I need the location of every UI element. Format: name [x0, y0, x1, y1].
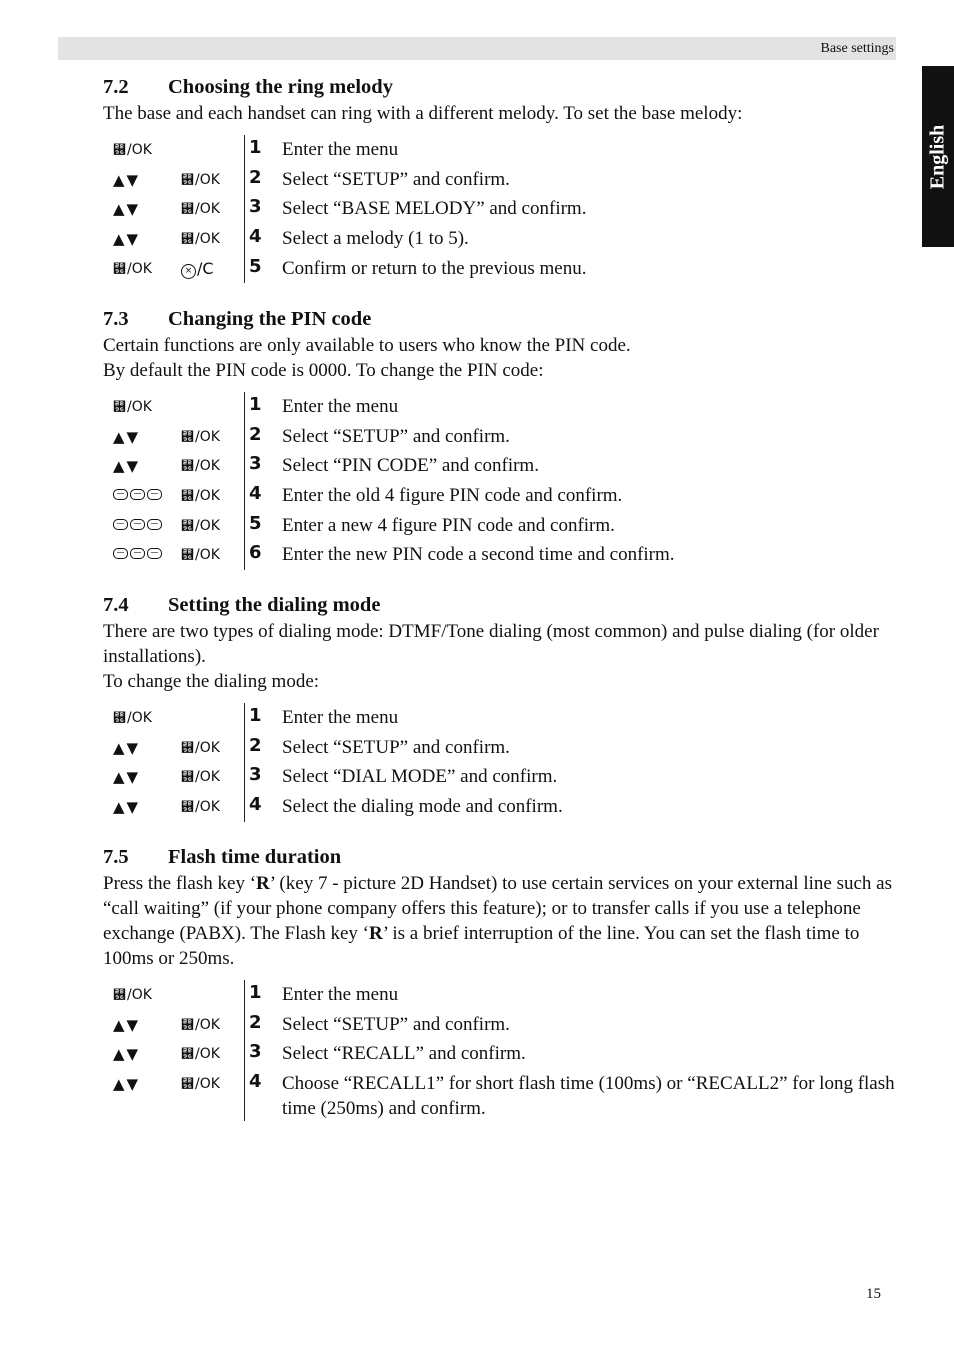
ok-key-label: /OK — [195, 547, 220, 564]
digit-keys-icon — [113, 548, 162, 559]
section-paragraph: Press the flash key ‘R’ (key 7 - picture 2D Handset) to use certain services on your external line such as “call waiting” (if your phone company offers this feature); or to transfer calls if you use a telephone exchange (PABX). The Flash key ‘R’ is a brief interruption of the line. You can set the flash time to 100ms or 250ms. — [103, 873, 892, 969]
section-paragraph: Certain functions are only available to users who know the PIN code. — [103, 335, 631, 356]
step-number: 2 — [249, 734, 262, 756]
step-text: Enter a new 4 figure PIN code and confirm. — [282, 514, 615, 536]
menu-ok-icon: ⮖ — [113, 988, 126, 1003]
menu-ok-icon: ⮖ — [181, 518, 194, 534]
menu-ok-icon: ⮖ — [181, 202, 194, 218]
cancel-key-label: /C — [197, 258, 214, 278]
menu-ok-icon: ⮖ — [181, 172, 194, 188]
ok-key-label: /OK — [127, 260, 152, 277]
section-flash-time — [103, 843, 895, 1121]
running-header — [58, 37, 896, 60]
step-keys — [103, 138, 243, 162]
section-heading — [103, 73, 895, 101]
step-list — [103, 135, 895, 283]
step-number: 3 — [249, 1041, 262, 1063]
up-down-arrow-icon: ▲▼ — [113, 1045, 141, 1064]
ok-key-label: /OK — [127, 142, 152, 158]
key-slot — [113, 257, 152, 281]
keypad-key-icon — [113, 548, 128, 559]
step-row — [103, 1039, 895, 1069]
section-ring-melody — [103, 73, 895, 283]
up-down-arrow-icon: ▲▼ — [113, 457, 141, 476]
key-slot — [113, 706, 152, 730]
section-paragraph: To change the dialing mode: — [103, 671, 320, 692]
key-slot — [113, 484, 162, 508]
key-slot — [113, 514, 162, 538]
key-slot — [113, 736, 140, 760]
step-text: Select a melody (1 to 5). — [282, 228, 469, 250]
key-slot — [113, 425, 140, 449]
up-down-arrow-icon: ▲▼ — [113, 738, 141, 757]
key-slot — [181, 1042, 220, 1066]
section-title: Choosing the ring melody — [168, 76, 393, 98]
step-row — [103, 540, 895, 570]
ok-key — [181, 1046, 220, 1062]
key-slot — [113, 227, 140, 251]
key-slot — [113, 1072, 140, 1096]
ok-key-label: /OK — [195, 458, 220, 475]
step-number: 5 — [249, 255, 262, 277]
step-number: 4 — [249, 483, 262, 505]
key-slot — [181, 257, 214, 281]
step-text: Select the dialing mode and confirm. — [282, 796, 563, 818]
step-text: Enter the menu — [282, 139, 399, 160]
ok-key — [181, 1017, 220, 1033]
step-keys — [103, 425, 243, 449]
step-keys — [103, 983, 243, 1007]
key-slot — [181, 765, 220, 789]
up-down-arrow-icon: ▲▼ — [113, 427, 141, 446]
step-keys — [103, 227, 243, 251]
section-heading — [103, 591, 895, 619]
step-keys — [103, 736, 243, 760]
ok-key-label: /OK — [195, 799, 220, 816]
menu-ok-icon: ⮖ — [181, 770, 194, 786]
step-number: 2 — [249, 1011, 262, 1033]
step-keys — [103, 1072, 243, 1096]
ok-key-label: /OK — [195, 428, 220, 445]
step-row — [103, 194, 895, 224]
step-row — [103, 511, 895, 541]
step-text: Select “BASE MELODY” and confirm. — [282, 198, 587, 220]
ok-key — [181, 231, 220, 247]
ok-key — [181, 172, 220, 188]
up-down-arrow-icon: ▲▼ — [113, 768, 141, 787]
step-keys — [103, 765, 243, 789]
up-down-arrow-icon: ▲▼ — [113, 798, 141, 817]
ok-key-label: /OK — [195, 517, 220, 534]
keypad-key-icon — [130, 489, 145, 500]
step-keys — [103, 197, 243, 221]
step-keys — [103, 795, 243, 819]
key-slot — [181, 484, 220, 508]
ok-key-label: /OK — [195, 1016, 220, 1033]
step-keys — [103, 168, 243, 192]
step-list — [103, 980, 895, 1121]
ok-key — [113, 399, 152, 415]
key-slot — [181, 227, 220, 251]
step-row — [103, 254, 895, 284]
step-keys — [103, 454, 243, 478]
key-slot — [113, 395, 152, 419]
menu-ok-icon: ⮖ — [181, 800, 194, 816]
key-slot — [113, 168, 140, 192]
step-keys — [103, 484, 243, 508]
menu-ok-icon: ⮖ — [113, 711, 126, 726]
key-slot — [181, 197, 220, 221]
ok-key-label: /OK — [195, 769, 220, 786]
section-paragraph: By default the PIN code is 0000. To change the PIN code: — [103, 360, 544, 381]
ok-key — [181, 201, 220, 217]
menu-ok-icon: ⮖ — [113, 143, 126, 158]
menu-ok-icon: ⮖ — [181, 1077, 194, 1093]
step-row — [103, 135, 895, 165]
step-number: 4 — [249, 226, 262, 248]
keypad-key-icon — [147, 519, 162, 530]
key-slot — [113, 795, 140, 819]
step-row — [103, 1010, 895, 1040]
step-list — [103, 392, 895, 570]
ok-key — [113, 710, 152, 726]
menu-ok-icon: ⮖ — [113, 400, 126, 415]
step-keys — [103, 543, 243, 567]
step-number: 1 — [249, 137, 262, 158]
step-number: 5 — [249, 512, 262, 534]
step-text: Select “SETUP” and confirm. — [282, 168, 510, 190]
step-text: Enter the menu — [282, 984, 399, 1005]
key-slot — [181, 1072, 220, 1096]
step-number: 1 — [249, 982, 262, 1003]
menu-ok-icon: ⮖ — [113, 261, 126, 277]
step-keys — [103, 706, 243, 730]
key-slot — [113, 454, 140, 478]
key-slot — [181, 454, 220, 478]
digit-keys-icon — [113, 489, 162, 500]
ok-key-label: /OK — [127, 987, 152, 1003]
step-row — [103, 980, 895, 1010]
menu-ok-icon: ⮖ — [181, 740, 194, 756]
ok-key — [181, 488, 220, 504]
step-row — [103, 451, 895, 481]
key-slot — [181, 543, 220, 567]
step-row — [103, 481, 895, 511]
menu-ok-icon: ⮖ — [181, 232, 194, 248]
step-text: Select “SETUP” and confirm. — [282, 425, 510, 447]
step-number: 1 — [249, 705, 262, 726]
ok-key-label: /OK — [195, 1046, 220, 1063]
menu-ok-icon: ⮖ — [181, 489, 194, 505]
keypad-key-icon — [113, 519, 128, 530]
section-number: 7.4 — [103, 594, 129, 616]
section-number: 7.2 — [103, 76, 129, 98]
keypad-key-icon — [130, 548, 145, 559]
section-paragraph: There are two types of dialing mode: DTMF/Tone dialing (most common) and pulse dialing (for older installations). — [103, 621, 879, 667]
ok-key — [181, 799, 220, 815]
step-keys — [103, 257, 243, 281]
step-text: Enter the old 4 figure PIN code and confirm. — [282, 485, 623, 507]
key-slot — [181, 514, 220, 538]
step-number: 3 — [249, 764, 262, 786]
section-title: Changing the PIN code — [168, 308, 372, 330]
ok-key — [113, 142, 152, 158]
section-dialing-mode — [103, 591, 895, 822]
ok-key-label: /OK — [195, 171, 220, 188]
up-down-arrow-icon: ▲▼ — [113, 1015, 141, 1034]
up-down-arrow-icon: ▲▼ — [113, 1075, 141, 1094]
step-number: 6 — [249, 542, 262, 564]
key-slot — [181, 425, 220, 449]
ok-key-label: /OK — [195, 1076, 220, 1093]
ok-key — [181, 547, 220, 563]
step-text: Confirm or return to the previous menu. — [282, 257, 587, 279]
step-text: Enter the menu — [282, 707, 399, 728]
ok-key — [181, 458, 220, 474]
step-row — [103, 165, 895, 195]
step-row — [103, 1069, 895, 1121]
ok-key — [113, 987, 152, 1003]
key-slot — [113, 765, 140, 789]
key-slot — [113, 1042, 140, 1066]
step-row — [103, 224, 895, 254]
key-slot — [181, 1013, 220, 1037]
key-slot — [181, 168, 220, 192]
ok-key — [181, 1076, 220, 1092]
ok-key — [181, 769, 220, 785]
step-keys — [103, 514, 243, 538]
step-text: Select “SETUP” and confirm. — [282, 736, 510, 758]
step-text: Select “PIN CODE” and confirm. — [282, 455, 539, 477]
section-title: Setting the dialing mode — [168, 594, 381, 616]
step-text: Enter the menu — [282, 396, 399, 417]
step-row — [103, 392, 895, 422]
ok-key — [181, 740, 220, 756]
language-tab-label: English — [926, 124, 949, 189]
step-number: 4 — [249, 794, 262, 816]
keypad-key-icon — [147, 548, 162, 559]
key-slot — [181, 736, 220, 760]
ok-key-label: /OK — [127, 399, 152, 415]
up-down-arrow-icon: ▲▼ — [113, 170, 141, 189]
step-text: Choose “RECALL1” for short flash time (100ms) or “RECALL2” for long flash time (250ms) and confirm. — [282, 1073, 895, 1120]
keypad-key-icon — [147, 489, 162, 500]
key-slot — [113, 1013, 140, 1037]
key-slot — [113, 197, 140, 221]
section-title: Flash time duration — [168, 846, 342, 868]
step-text: Enter the new PIN code a second time and confirm. — [282, 544, 675, 566]
step-number: 4 — [249, 1071, 262, 1093]
step-keys — [103, 395, 243, 419]
step-row — [103, 762, 895, 792]
section-number: 7.5 — [103, 846, 129, 868]
menu-ok-icon: ⮖ — [181, 459, 194, 475]
step-number: 3 — [249, 453, 262, 475]
ok-key-label: /OK — [195, 739, 220, 756]
step-keys — [103, 1042, 243, 1066]
menu-ok-icon: ⮖ — [181, 429, 194, 445]
ok-key — [113, 261, 152, 277]
key-slot — [113, 543, 162, 567]
key-slot — [113, 138, 152, 162]
section-pin-code — [103, 305, 895, 570]
step-number: 3 — [249, 196, 262, 218]
step-row — [103, 733, 895, 763]
step-text: Select “SETUP” and confirm. — [282, 1013, 510, 1035]
menu-ok-icon: ⮖ — [181, 1047, 194, 1063]
ok-key-label: /OK — [127, 710, 152, 726]
keypad-key-icon — [130, 519, 145, 530]
page-number: 15 — [866, 1286, 881, 1302]
section-number: 7.3 — [103, 308, 129, 330]
menu-ok-icon: ⮖ — [181, 548, 194, 564]
digit-keys-icon — [113, 519, 162, 530]
header-title: Base settings — [820, 41, 894, 56]
cancel-icon: × — [181, 264, 196, 279]
ok-key-label: /OK — [195, 231, 220, 248]
step-list — [103, 703, 895, 822]
section-heading — [103, 305, 895, 333]
section-paragraph: The base and each handset can ring with a different melody. To set the base melody: — [103, 103, 743, 124]
cancel-key — [181, 259, 214, 278]
step-text: Select “DIAL MODE” and confirm. — [282, 766, 558, 788]
step-row — [103, 792, 895, 822]
key-slot — [181, 795, 220, 819]
up-down-arrow-icon: ▲▼ — [113, 200, 141, 219]
step-number: 2 — [249, 423, 262, 445]
ok-key-label: /OK — [195, 201, 220, 218]
ok-key — [181, 518, 220, 534]
key-slot — [113, 983, 152, 1007]
section-heading — [103, 843, 895, 871]
ok-key — [181, 429, 220, 445]
step-number: 1 — [249, 394, 262, 415]
language-tab — [922, 66, 954, 247]
step-number: 2 — [249, 166, 262, 188]
step-text: Select “RECALL” and confirm. — [282, 1043, 526, 1065]
ok-key-label: /OK — [195, 488, 220, 505]
step-keys — [103, 1013, 243, 1037]
step-row — [103, 422, 895, 452]
up-down-arrow-icon: ▲▼ — [113, 230, 141, 249]
menu-ok-icon: ⮖ — [181, 1017, 194, 1033]
step-row — [103, 703, 895, 733]
keypad-key-icon — [113, 489, 128, 500]
